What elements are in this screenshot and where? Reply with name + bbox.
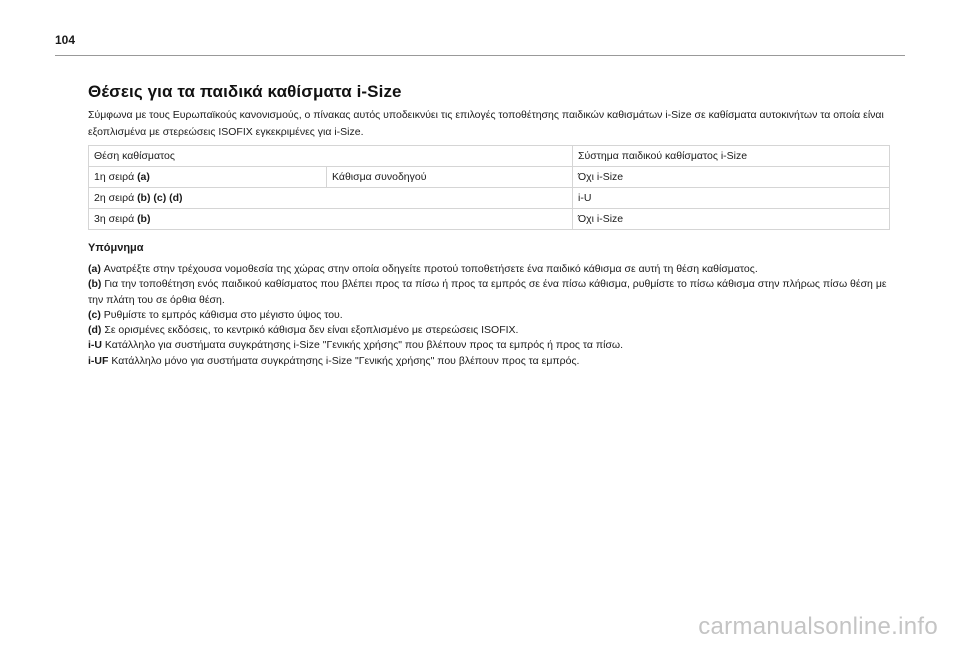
note-key: (d) (88, 324, 102, 337)
position-refs: (b) (137, 213, 151, 225)
notes-title: Υπόμνημα (88, 242, 144, 254)
position-label: 3η σειρά (94, 213, 135, 225)
cell-value: Όχι i-Size (573, 167, 890, 188)
note-key: (b) (88, 278, 102, 291)
cell-value: Όχι i-Size (573, 209, 890, 230)
position-refs: (b) (c) (d) (137, 192, 183, 204)
cell-position (89, 167, 327, 188)
cell-seat: Κάθισμα συνοδηγού (327, 167, 573, 188)
intro-paragraph: Σύμφωνα με τους Ευρωπαϊκούς κανονισμούς, ο πίνακας αυτός υποδεικνύει τις επιλογές τοποθέτησης παιδικών καθισμάτων i-Size σε καθίσματα αυτοκινήτων τα οποία είναι εξοπλισμένα με στερεώσεις ISOFIX εγκεκριμένες για i-Size. (88, 109, 884, 138)
header-divider (55, 55, 905, 56)
note-item (88, 277, 890, 308)
cell-position (89, 209, 573, 230)
note-key: (a) (88, 263, 101, 275)
seat-positions-table (88, 145, 890, 230)
note-text: Ρυθμίστε το εμπρός κάθισμα στο μέγιστο ύψος του. (103, 308, 343, 321)
table-row (89, 167, 890, 188)
note-key: (c) (88, 308, 101, 321)
table-row (89, 188, 890, 209)
header-seat-position: Θέση καθίσματος (89, 146, 573, 167)
position-label: 1η σειρά (94, 171, 135, 183)
table-header-row (89, 146, 890, 167)
position-refs: (a) (137, 171, 150, 183)
note-item (88, 323, 890, 338)
table-row (89, 209, 890, 230)
note-item (88, 308, 890, 323)
note-text: Κατάλληλο μόνο για συστήματα συγκράτησης i-Size "Γενικής χρήσης" που βλέπουν προς τα εμπρός. (111, 354, 580, 367)
header-isize-system: Σύστημα παιδικού καθίσματος i-Size (573, 146, 890, 167)
cell-value: i-U (573, 188, 890, 209)
position-label: 2η σειρά (94, 192, 135, 204)
page-content (88, 82, 890, 369)
note-text: Σε ορισμένες εκδόσεις, το κεντρικό κάθισμα δεν είναι εξοπλισμένο με στερεώσεις ISOFIX. (104, 324, 519, 337)
note-text: Ανατρέξτε στην τρέχουσα νομοθεσία της χώρας στην οποία οδηγείτε προτού τοποθετήσετε ένα παιδικό κάθισμα σε αυτή τη θέση καθίσματος. (103, 263, 758, 275)
note-item (88, 354, 890, 369)
note-item (88, 262, 890, 277)
watermark: carmanualsonline.info (698, 613, 938, 640)
note-key: i-UF (88, 354, 109, 367)
page-title: Θέσεις για τα παιδικά καθίσματα i-Size (88, 82, 402, 101)
page-number: 104 (55, 33, 76, 47)
note-item (88, 338, 890, 353)
cell-position (89, 188, 573, 209)
note-text: Κατάλληλο για συστήματα συγκράτησης i-Size "Γενικής χρήσης" που βλέπουν προς τα εμπρός ή προς τα πίσω. (104, 339, 624, 352)
note-text: Για την τοποθέτηση ενός παιδικού καθίσματος που βλέπει προς τα πίσω ή προς τα εμπρός σε ένα πίσω κάθισμα, ρυθμίστε το πίσω κάθισμα στην πλήρως πίσω θέση με την πλάτη του σε όρθια θέση. (88, 278, 887, 306)
note-key: i-U (88, 339, 102, 352)
